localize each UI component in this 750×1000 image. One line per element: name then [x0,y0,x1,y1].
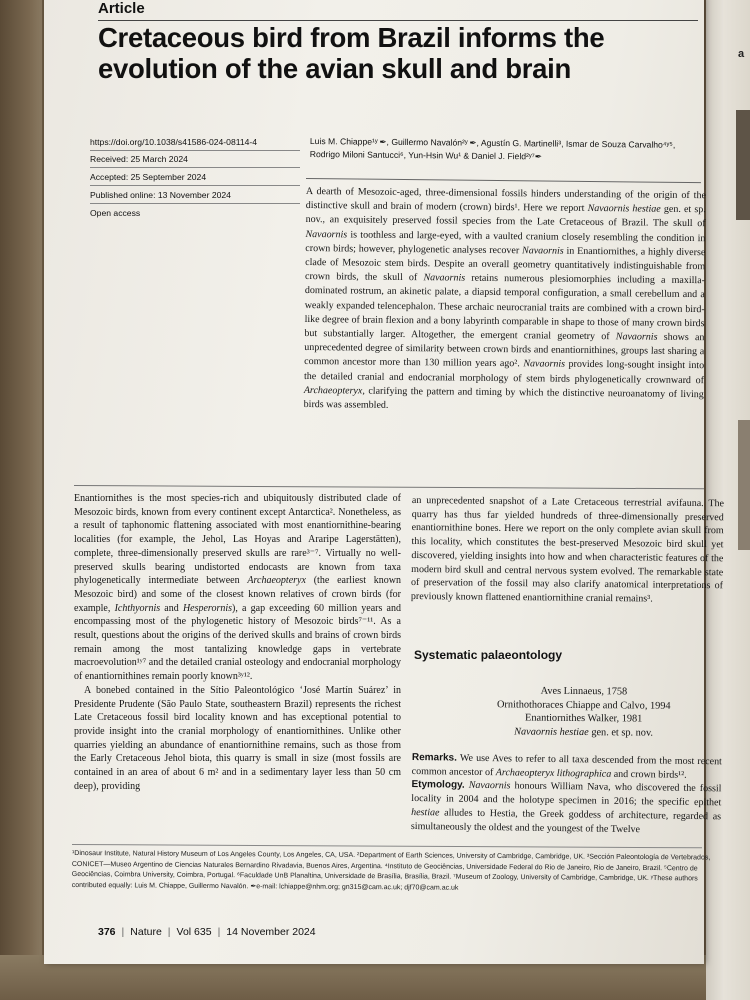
doi-link[interactable]: https://doi.org/10.1038/s41586-024-08114-4 [90,137,258,147]
taxonomy-block [464,684,704,740]
volume: Vol 635 [176,926,212,938]
taxon-name: hestiae [411,806,440,819]
section-heading: Systematic palaeontology [414,648,563,662]
abstract-rule [306,178,701,183]
taxon-name: Ichthyornis [114,602,161,614]
abstract [304,185,706,416]
published-date: Published online: 13 November 2024 [90,190,231,200]
taxon-name: Navaornis hestiae [587,203,661,215]
taxon-name: Hesperornis [182,602,233,614]
abstract-text: in Enantiornithes, a highly diverse clade of Mesozoic stem birds. Despite an overall geometry quantitatively indistinguishable from crown birds, the skull of [304,245,706,284]
abstract-text: gen. et sp. nov., an exquisitely preserved fossil species from the Late Cretaceous of Brazil. The skull of [305,203,706,230]
desk-background-left [0,0,42,1000]
page-number: 376 [98,926,116,938]
meta-rule [90,167,300,168]
taxon-name: Navaornis [468,780,511,792]
next-page-figure [738,420,750,550]
abstract-text: provides long-sought insight into the detailed cranial and endocranial morphology of stem birds phylogenetically crownward of [303,359,705,386]
remarks-paragraph: Remarks. We use Aves to refer to all taxa descended from the most recent common ancestor of Archaeopteryx lithographica and crown birds¹². [411,751,722,781]
body-paragraph: an unprecedented snapshot of a Late Cretaceous terrestrial avifauna. The quarry has thus far yielded hundreds of three-dimensionally preserved enantiornithine bones. Here we report on the only complete avian skull from this locality, which constitutes the best-preserved Mesozoic bird skull yet discovered, yielding insights into how and when characteristic features of the modern bird skull and central nervous system evolved. The remarkable state of preservation of the fossil may also clarify anatomical interpretations of previously known flattened enantiornithine cranial remains³. [410,494,724,605]
taxon-name: Archaeopteryx lithographica [495,766,612,780]
article-title: Cretaceous bird from Brazil informs the evolution of the avian skull and brain [98,22,605,84]
affiliations-footnote: ¹Dinosaur Institute, Natural History Museum of Los Angeles County, Los Angeles, CA, USA. ²Department of Earth Sciences, University of Cambridge, Cambridge, UK. ³Sección Paleontología de Vertebrados, CONICET—Museo Argentino de Ciencias Naturales Bernardino Rivadavia, Buenos Aires, Argentina. ⁴Instituto de Geociências, Universidade Federal do Rio de Janeiro, Rio de Janeiro, Brazil. ⁵Centro de Geociências, Coimbra University, Coimbra, Portugal. ⁶Faculdade UnB Planaltina, Universidade de Brasília, Brasília, Brazil. ⁷Museum of Zoology, University of Cambridge, Cambridge, UK. ʸThese authors contributed equally: Luis M. Chiappe, Guillermo Navalón. ✒e-mail: lchiappe@nhm.org; gn315@cam.ac.uk; djf70@cam.ac.uk [71,850,711,892]
author-list [310,135,710,164]
open-access-label: Open access [90,208,141,218]
taxon-name: Navaornis [615,331,658,343]
abstract-text: is toothless and large-eyed, with a vaulted cranium closely resembling the condition in crown birds; however, phylogenetic analyses recover [305,229,706,257]
remarks-label: Remarks. [411,751,458,764]
next-page-letter: a [738,48,745,60]
meta-rule [90,185,300,186]
page-footer: 376 | Nature | Vol 635 | 14 November 2024 [98,926,316,938]
remarks-block [411,751,722,838]
abstract-text: , clarifying the pattern and timing by which the distinctive neuroanatomy of living birds was assembled. [303,385,704,411]
article-type-label: Article [98,0,145,17]
etymology-label: Etymology. [411,779,465,792]
taxon-name: Archaeopteryx [247,575,306,587]
accepted-date: Accepted: 25 September 2024 [90,172,207,182]
journal-name: Nature [130,926,162,938]
section-divider [74,485,704,489]
abstract-text: shows an unprecedented degree of similarity between crown birds and enantiornithines, groups last sharing a common ancestor more than 130 million years ago². [304,331,705,370]
received-date: Received: 25 March 2024 [90,154,188,164]
meta-rule [90,150,300,151]
meta-rule [90,203,300,204]
body-paragraph: A bonebed contained in the Sítio Paleontológico ‘José Martín Suárez’ in Presidente Prudente (São Paulo State, southeastern Brazil) represents the richest Late Cretaceous fossil bird locality known and has exceptional potential to provide insight into the cranial morphology of enantiornithines. Unlike other quarries yielding an abundance of enantiornithine remains, such as those from the Early Cretaceous Jehol biota, this quarry is small in size (most fossils are contained in an area of about 6 m² and in a sedimentary layer less than 50 cm deep), providing [74,684,401,792]
taxon-name: Navaornis [522,245,564,257]
taxon-name: Archaeopteryx [303,384,363,397]
taxon-name: Navaornis [523,358,566,371]
body-column-right [411,494,724,607]
taxonomy-line: Enantiornithes Walker, 1981 [525,712,643,725]
footnote-rule [72,844,702,848]
abstract-text: A dearth of Mesozoic-aged, three-dimensional fossils hinders understanding of the origin of the distinctive skull and brain of modern (crown) birds¹. Here we report [305,185,706,215]
header-rule [98,20,698,21]
abstract-text: retains numerous plesiomorphies including a maxilla-dominated rostrum, an akinetic palate, a diapsid temporal configuration, a small cerebellum and a weakly expanded telencephalon. These archaic neurocranial traits are combined with a crown bird-like degree of brain flexion and a bony labyrinth comparable in shape to those of many crown birds but substantially larger. Altogether, the emergent cranial geometry of [304,272,706,343]
taxon-name: Navaornis hestiae [514,726,589,738]
next-page-photo [736,110,750,220]
etymology-paragraph: Etymology. Navaornis honours William Nava, who discovered the fossil locality in 2004 and the holotype specimen in 2016; the specific epithet hestiae alludes to Hestia, the Greek goddess of architecture, regarded as simultaneously the oldest and the youngest of the Twelve [410,779,722,835]
taxonomy-line: Navaornis hestiae gen. et sp. nov. [514,726,654,739]
taxon-name: Navaornis [423,272,466,284]
author-line: Luis M. Chiappe¹ʸ ✒, Guillermo Navalón²ʸ ✒, Agustín G. Martinelli³, Ismar de Souza Carvalho⁴ʸ⁵, [309,135,676,150]
body-paragraph: Enantiornithes is the most species-rich and ubiquitously distributed clade of Mesozoic birds, known from every continent except Antarctica². Nonetheless, as a result of taphonomic flattening associated with most enantiornithine-bearing localities (for example, the Jehol, Las Hoyas and Araripe Lagerstätten), complete, three-dimensionally preserved skulls are rare³⁻⁷. Virtually no well-preserved skulls bearing undistorted endocasts are known from taxa phylogenetically intermediate between Archaeopteryx (the earliest known Mesozoic bird) and some of the closest known relatives of crown birds (for example, Ichthyornis and Hesperornis), a gap exceeding 60 million years and encompassing most of the phylogenetic history of Mesozoic birds⁷⁻¹¹. As a result, questions about the origins of the derived skulls and brains of crown birds remain among the most tantalizing knowledge gaps in vertebrate macroevolution¹ʸ⁷ and the detailed cranial osteology and endocranial morphology of enantiornithines remain poorly known³ʸ¹². [74,493,402,683]
body-column-left [74,492,401,793]
taxonomy-line: Ornithothoraces Chiappe and Calvo, 1994 [496,698,671,712]
issue-date: 14 November 2024 [226,926,316,938]
taxon-name: Navaornis [305,228,348,241]
journal-page [44,0,724,964]
taxonomy-line: Aves Linnaeus, 1758 [540,685,628,698]
author-line: Rodrigo Miloni Santucci⁶, Yun-Hsin Wu¹ & Daniel J. Field²ʸ⁷✒ [309,148,543,161]
